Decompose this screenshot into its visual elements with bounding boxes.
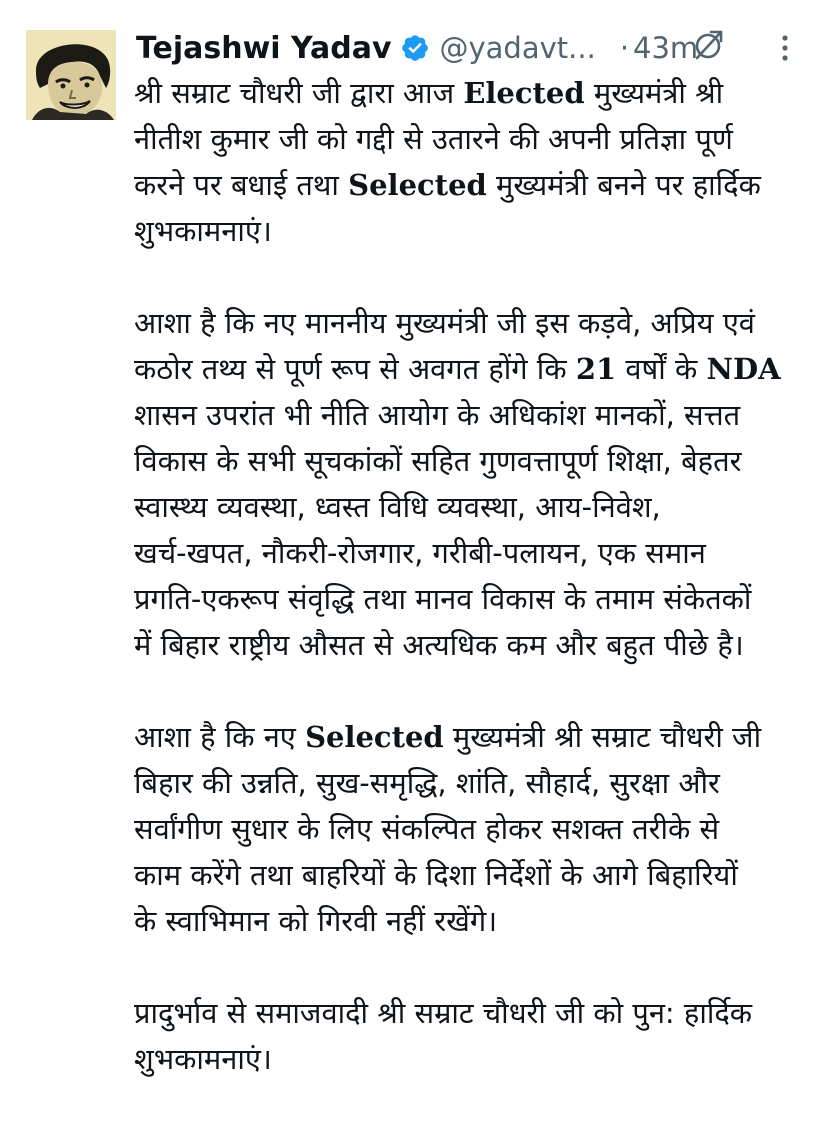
verified-badge-icon — [400, 33, 430, 63]
tweet-text — [134, 70, 804, 1128]
text-line: स्वास्थ्य व्यवस्था, ध्वस्त विधि व्यवस्था, आय-निवेश, — [134, 490, 661, 524]
more-vertical-icon[interactable] — [770, 30, 800, 66]
tweet-paragraph — [134, 990, 804, 1082]
avatar-portrait — [26, 30, 116, 120]
display-name[interactable]: Tejashwi Yadav — [136, 30, 392, 66]
separator-dot: · — [619, 31, 630, 65]
text-line: शुभकामनाएं। — [134, 1042, 272, 1076]
tweet-paragraph — [134, 70, 804, 254]
timestamp[interactable]: 43m — [633, 31, 699, 65]
text-line: शासन उपरांत भी नीति आयोग के अधिकांश मानकों, सत्तत — [134, 398, 741, 432]
text-line: बिहार की उन्नति, सुख-समृद्धि, शांति, सौहार्द, सुरक्षा और — [134, 766, 720, 800]
text-line: आशा है कि नए Selected मुख्यमंत्री श्री सम्राट चौधरी जी — [134, 720, 762, 754]
user-handle[interactable]: @yadavt... — [439, 31, 596, 65]
text-line: आशा है कि नए माननीय मुख्यमंत्री जी इस कड़वे, अप्रिय एवं — [134, 306, 755, 340]
text-line: विकास के सभी सूचकांकों सहित गुणवत्तापूर्ण शिक्षा, बेहतर — [134, 444, 742, 478]
tweet-paragraph — [134, 714, 804, 944]
text-line: प्रगति-एकरूप संवृद्धि तथा मानव विकास के तमाम संकेतकों — [134, 582, 752, 616]
text-line: कठोर तथ्य से पूर्ण रूप से अवगत होंगे कि 21 वर्षों के NDA — [134, 352, 781, 386]
text-line: में बिहार राष्ट्रीय औसत से अत्यधिक कम और बहुत पीछे है। — [134, 628, 744, 662]
text-line: श्री सम्राट चौधरी जी द्वारा आज Elected मुख्यमंत्री श्री — [134, 76, 724, 110]
text-line: के स्वाभिमान को गिरवी नहीं रखेंगे। — [134, 904, 498, 938]
text-line: नीतीश कुमार जी को गद्दी से उतारने की अपनी प्रतिज्ञा पूर्ण — [134, 122, 733, 156]
text-line: प्रादुर्भाव से समाजवादी श्री सम्राट चौधरी जी को पुन: हार्दिक — [134, 996, 753, 1030]
tweet-paragraph — [134, 300, 804, 668]
text-line: खर्च-खपत, नौकरी-रोजगार, गरीबी-पलायन, एक समान — [134, 536, 706, 570]
text-line: करने पर बधाई तथा Selected मुख्यमंत्री बनने पर हार्दिक — [134, 168, 761, 202]
text-line: सर्वांगीण सुधार के लिए संकल्पित होकर सशक्त तरीके से — [134, 812, 720, 846]
avatar[interactable] — [26, 30, 116, 120]
text-line: शुभकामनाएं। — [134, 214, 272, 248]
text-line: काम करेंगे तथा बाहरियों के दिशा निर्देशों के आगे बिहारियों — [134, 858, 738, 892]
grok-icon[interactable] — [690, 27, 726, 63]
